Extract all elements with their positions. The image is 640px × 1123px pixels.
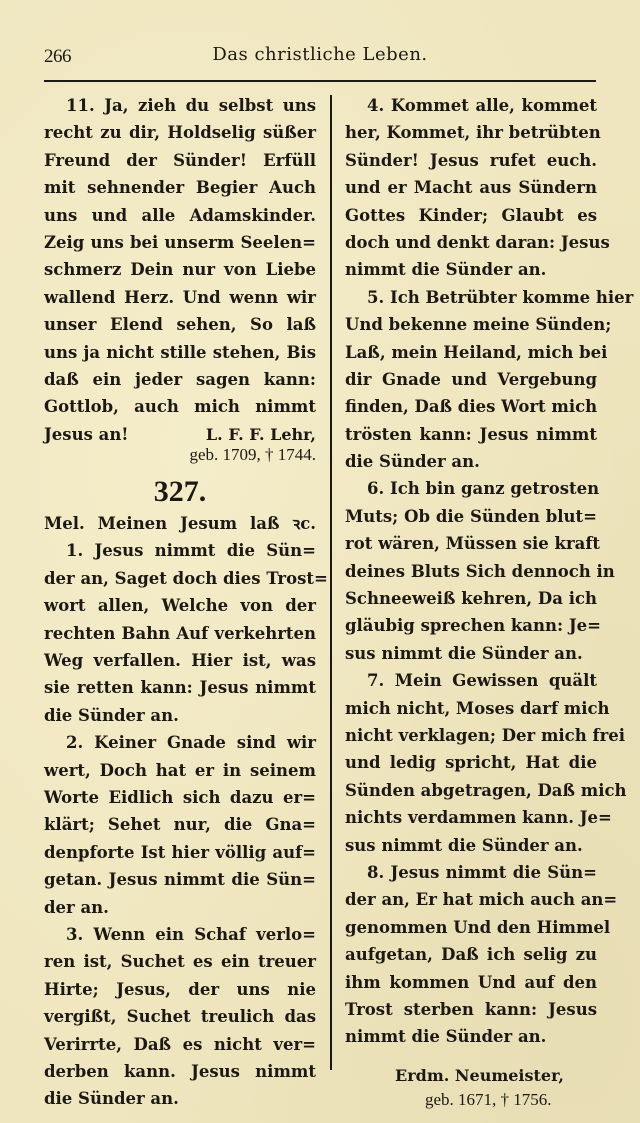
verse-line: derben kann. Jesus nimmt — [44, 1061, 316, 1081]
author-name: L. F. F. Lehr, — [205, 424, 316, 444]
verse-line: nicht verklagen; Der mich frei — [345, 725, 626, 745]
verse-line: der an, Er hat mich auch an= — [345, 890, 618, 910]
verse-line: Worte Eidlich sich dazu er= — [44, 787, 316, 807]
author-dates: geb. 1709, † 1744. — [189, 445, 316, 465]
verse-line: recht zu dir, Holdselig süßer — [44, 123, 316, 143]
verse-line: 6. Ich bin ganz getrosten — [367, 479, 600, 499]
verse-6 — [345, 475, 615, 667]
verse-line: 1. Jesus nimmt die Sün= — [66, 541, 316, 561]
verse-line: mit sehnender Begier Auch — [44, 178, 316, 198]
verse-line: finden, Daß dies Wort mich — [345, 397, 598, 417]
author-dates: geb. 1671, † 1756. — [425, 1089, 552, 1109]
verse-line: genommen Und den Himmel — [345, 917, 611, 937]
previous-hymn-verse-11 — [44, 92, 316, 466]
verse-line: Gottlob, auch mich nimmt — [44, 397, 316, 417]
verse-line: der an, Saget doch dies Trost= — [44, 568, 328, 588]
header-rule — [44, 80, 596, 82]
verse-line: schmerz Dein nur von Liebe — [44, 260, 316, 280]
verse-line: Weg verfallen. Hier ist, was — [44, 651, 316, 671]
verse-line: 5. Ich Betrübter komme hier — [367, 287, 634, 307]
verse-line: her, Kommet, ihr betrübten — [345, 123, 601, 143]
verse-line: Trost sterben kann: Jesus — [345, 999, 597, 1019]
verse-line: die Sünder an. — [345, 452, 480, 472]
verse-line: ren ist, Suchet es ein treuer — [44, 952, 316, 972]
verse-line: ihm kommen Und auf den — [345, 972, 597, 992]
page-number: 266 — [44, 46, 71, 67]
verse-line: deines Bluts Sich dennoch in — [345, 561, 615, 581]
verse-line: und er Macht aus Sündern — [345, 178, 597, 198]
column-divider — [330, 95, 332, 1070]
verse-last-words: Jesus an! — [44, 424, 129, 444]
hymn-number: 327. — [153, 475, 207, 509]
verse-line: Sünder! Jesus rufet euch. — [345, 150, 597, 170]
verse-3 — [44, 921, 316, 1113]
hymn-attribution — [345, 1063, 597, 1111]
verse-line: wallend Herz. Und wenn wir — [44, 287, 316, 307]
verse-line: Gottes Kinder; Glaubt es — [345, 205, 597, 225]
verse-4 — [345, 92, 610, 284]
verse-line: der an. — [44, 897, 109, 917]
verse-line: wort allen, Welche von der — [44, 596, 316, 616]
verse-line: 3. Wenn ein Schaf verlo= — [66, 924, 316, 944]
verse-line: 2. Keiner Gnade sind wir — [66, 733, 316, 753]
page-header — [44, 42, 596, 74]
author-name: Erdm. Neumeister, — [395, 1065, 564, 1085]
verse-line: Sünden abgetragen, Daß mich — [345, 780, 627, 800]
verse-line: Freund der Sünder! Erfüll — [44, 150, 316, 170]
right-column — [345, 92, 634, 1111]
verse-line: aufgetan, Daß ich selig zu — [345, 945, 597, 965]
verse-line: Schneeweiß kehren, Da ich — [345, 589, 597, 609]
verse-line: 4. Kommet alle, kommet — [367, 96, 597, 115]
verse-line: gläubig sprechen kann: Je= — [345, 616, 601, 636]
verse-line: 8. Jesus nimmt die Sün= — [367, 862, 597, 882]
verse-line: denpforte Ist hier völlig auf= — [44, 842, 316, 862]
verse-line: vergißt, Suchet treulich das — [44, 1007, 316, 1027]
verse-line: 11. Ja, zieh du selbst uns — [66, 96, 316, 115]
verse-line: doch und denkt daran: Jesus — [345, 232, 610, 252]
verse-line: Muts; Ob die Sünden blut= — [345, 506, 597, 526]
verse-line: 7. Mein Gewissen quält — [367, 671, 597, 691]
left-column — [44, 92, 328, 1113]
verse-2 — [44, 729, 316, 921]
verse-line: rot wären, Müssen sie kraft — [345, 534, 601, 554]
verse-line: Und bekenne meine Sünden; — [345, 315, 612, 335]
verse-line: mich nicht, Moses darf mich — [345, 698, 610, 718]
verse-line: die Sünder an. — [44, 1089, 179, 1109]
verse-line: und ledig spricht, Hat die — [345, 753, 597, 773]
verse-line: daß ein jeder sagen kann: — [44, 369, 316, 389]
verse-1 — [44, 537, 328, 729]
verse-line: rechten Bahn Auf verkehrten — [44, 623, 316, 643]
melody-line: Mel. Meinen Jesum laß ꝛc. — [44, 514, 316, 534]
verse-line: Laß, mein Heiland, mich bei — [345, 342, 608, 362]
verse-line: nichts verdammen kann. Je= — [345, 808, 612, 828]
verse-line: sus nimmt die Sünder an. — [345, 835, 583, 855]
verse-line: uns und alle Adamskinder. — [44, 205, 316, 225]
verse-line: uns ja nicht stille stehen, Bis — [44, 342, 316, 362]
verse-5 — [345, 284, 634, 476]
verse-line: sus nimmt die Sünder an. — [345, 643, 583, 663]
verse-line: nimmt die Sünder an. — [345, 260, 547, 280]
verse-line: Hirte; Jesus, der uns nie — [44, 979, 316, 999]
verse-line: wert, Doch hat er in seinem — [44, 760, 316, 780]
verse-line: die Sünder an. — [44, 705, 179, 725]
running-title: Das christliche Leben. — [212, 44, 428, 65]
verse-line: nimmt die Sünder an. — [345, 1027, 547, 1047]
verse-line: getan. Jesus nimmt die Sün= — [44, 870, 316, 890]
verse-line: trösten kann: Jesus nimmt — [345, 424, 597, 444]
verse-line: Zeig uns bei unserm Seelen= — [44, 232, 316, 252]
verse-line: klärt; Sehet nur, die Gna= — [44, 815, 316, 835]
verse-line: unser Elend sehen, So laß — [44, 315, 316, 335]
verse-7 — [345, 667, 627, 859]
verse-line: sie retten kann: Jesus nimmt — [44, 678, 316, 698]
verse-8 — [345, 859, 618, 1051]
verse-line: dir Gnade und Vergebung — [345, 369, 597, 389]
verse-line: Verirrte, Daß es nicht ver= — [44, 1034, 316, 1054]
